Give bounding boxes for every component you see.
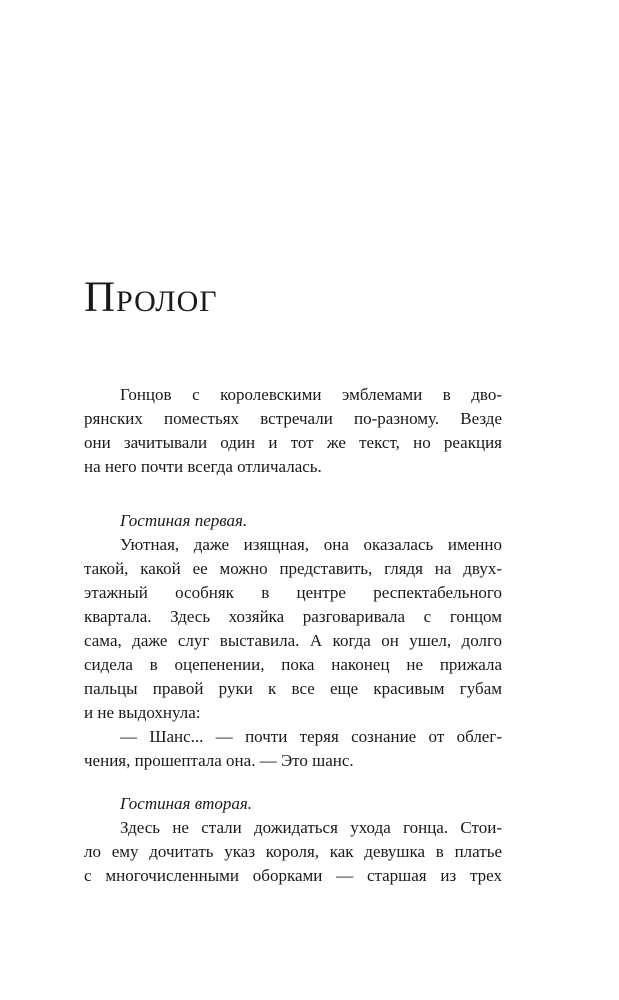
text-line: сама, даже слуг выставила. А когда он ушел, долго [84,631,502,650]
text-line: на него почти всегда отличалась. [84,457,322,476]
text-line: этажный особняк в центре респектабельного [84,583,502,602]
text-line: — Шанс... — почти теряя сознание от облег- [120,727,502,746]
section-room-two [84,792,502,888]
text-line: такой, какой ее можно представить, глядя на двух- [84,559,502,578]
text-line: сидела в оцепенении, пока наконец не прижала [84,655,502,674]
section-room-one [84,509,502,773]
text-line: Уютная, даже изящная, она оказалась именно [120,535,502,554]
intro-paragraph [84,383,502,479]
section-heading: Гостиная первая. [120,511,248,530]
chapter-title: Пролог [84,274,218,321]
text-line: с многочисленными оборками — старшая из трех [84,866,502,885]
text-line: чения, прошептала она. — Это шанс. [84,751,354,770]
text-line: они зачитывали один и тот же текст, но реакция [84,433,502,452]
text-line: рянских поместьях встречали по-разному. Везде [84,409,502,428]
section-heading: Гостиная вторая. [120,794,253,813]
text-line: ло ему дочитать указ короля, как девушка в платье [84,842,502,861]
text-line: Здесь не стали дожидаться ухода гонца. Стои- [120,818,502,837]
text-line: и не выдохнула: [84,703,201,722]
text-line: Гонцов с королевскими эмблемами в дво- [120,385,502,404]
text-line: пальцы правой руки к все еще красивым губам [84,679,502,698]
text-line: квартала. Здесь хозяйка разговаривала с гонцом [84,607,502,626]
